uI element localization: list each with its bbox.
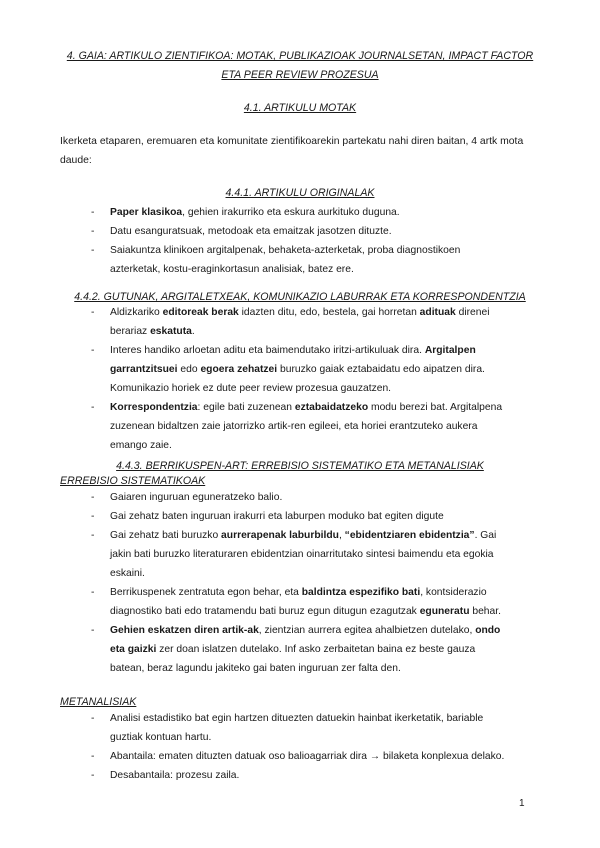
text-run: Interes handiko arloetan aditu eta baimendutako iritzi-artikuluak dira. bbox=[110, 345, 425, 356]
text-run: Berrikuspenek zentratuta egon behar, eta bbox=[110, 587, 302, 598]
list-item bbox=[0, 341, 512, 398]
bullet-dash: - bbox=[91, 307, 95, 318]
bold-text: eskatuta bbox=[150, 326, 192, 337]
bold-text: Gehien eskatzen diren artik-ak bbox=[110, 625, 259, 636]
text-run: Abantaila: ematen dituzten datuak oso balioagarriak dira → bilaketa konplexua delako. bbox=[110, 751, 505, 762]
text-run: , bbox=[338, 530, 345, 541]
bold-text: “ebidentziaren ebidentzia” bbox=[344, 530, 475, 541]
section-heading-4-4-1: 4.4.1. ARTIKULU ORIGINALAK bbox=[225, 187, 375, 199]
list-metanalysis bbox=[0, 709, 600, 785]
text-run: Gaiaren inguruan eguneratzeko balio. bbox=[110, 492, 283, 503]
bullet-dash: - bbox=[91, 207, 95, 218]
text-run: edo bbox=[177, 364, 201, 375]
text-run: Desabantaila: prozesu zaila. bbox=[110, 770, 240, 781]
bullet-dash: - bbox=[91, 587, 95, 598]
text-run: direnei berariaz bbox=[110, 307, 490, 337]
text-run: Saiakuntza klinikoen argitalpenak, behaketa-azterketak, proba diagnostikoen azterketak, kostu-eraginkortasun analisiak, batez ere. bbox=[110, 245, 461, 275]
bullet-dash: - bbox=[91, 530, 95, 541]
bold-text: baldintza espezifiko bati bbox=[301, 587, 421, 598]
bold-text: eguneratu bbox=[419, 606, 470, 617]
list-systematic-reviews bbox=[0, 488, 600, 678]
bullet-dash: - bbox=[91, 492, 95, 503]
text-run: , zientzian aurrera egitea ahalbietzen dutelako, bbox=[258, 625, 476, 636]
section-heading-4-1: 4.1. ARTIKULU MOTAK bbox=[243, 102, 357, 114]
title-line-1: 4. GAIA: ARTIKULO ZIENTIFIKOA: MOTAK, PUBLIKAZIOAK JOURNALSETAN, IMPACT FACTOR bbox=[66, 50, 534, 62]
list-item bbox=[0, 507, 512, 526]
bullet-dash: - bbox=[91, 226, 95, 237]
bullet-dash: - bbox=[91, 751, 95, 762]
list-letters-correspondence bbox=[0, 303, 600, 455]
list-item bbox=[0, 303, 512, 341]
bullet-dash: - bbox=[91, 625, 95, 636]
list-item bbox=[0, 488, 512, 507]
text-run: modu berezi bat. Argitalpena zuzenean bidaltzen zaie jatorrizko artik-ren egileei, eta horiei erantzuteko aukera emango zaie. bbox=[110, 402, 503, 451]
list-item bbox=[0, 398, 512, 455]
text-run: behar. bbox=[469, 606, 501, 617]
text-run: Datu esanguratsuak, metodoak eta emaitzak jasotzen dituzte. bbox=[110, 226, 392, 237]
subheading-systematic-reviews: ERREBISIO SISTEMATIKOAK bbox=[60, 475, 206, 487]
bold-text: Argitalpen garrantzitsuei bbox=[110, 345, 476, 375]
text-run: zer doan islatzen dutelako. Inf asko zerbaitetan baina ez beste gauza batean, beraz lagundu jakiteko gai baten inguruan zer falta den. bbox=[110, 644, 476, 674]
intro-paragraph: Ikerketa etaparen, eremuaren eta komunitate zientifikoarekin partekatu nahi diren baitan, 4 artk mota daude: bbox=[60, 136, 524, 166]
bold-text: ondo eta gaizki bbox=[110, 625, 501, 655]
bold-text: egoera zehatzei bbox=[200, 364, 278, 375]
text-run: Gai zehatz bati buruzko bbox=[110, 530, 222, 541]
list-original-articles bbox=[0, 203, 600, 279]
text-run: idazten ditu, edo, bestela, gai horretan bbox=[238, 307, 420, 318]
list-item bbox=[0, 747, 512, 766]
text-run: Aldizkariko bbox=[110, 307, 163, 318]
text-run: Gai zehatz baten inguruan irakurri eta laburpen moduko bat egiten digute bbox=[110, 511, 444, 522]
bold-text: aurrerapenak laburbildu bbox=[221, 530, 339, 541]
list-item bbox=[0, 621, 512, 678]
text-run: Analisi estadistiko bat egin hartzen dituezten datuekin hainbat ikerketatik, bariable guztiak kontuan hartu. bbox=[110, 713, 484, 743]
list-item bbox=[0, 222, 512, 241]
bullet-dash: - bbox=[91, 770, 95, 781]
bold-text: Paper klasikoa bbox=[110, 207, 183, 218]
bold-text: adituak bbox=[419, 307, 456, 318]
bullet-dash: - bbox=[91, 511, 95, 522]
text-run: . bbox=[191, 326, 195, 337]
list-item bbox=[0, 241, 512, 279]
bullet-dash: - bbox=[91, 345, 95, 356]
bold-text: eztabaidatzeko bbox=[294, 402, 369, 413]
bullet-dash: - bbox=[91, 245, 95, 256]
list-item bbox=[0, 203, 512, 222]
text-run: : egile bati zuzenean bbox=[197, 402, 295, 413]
list-item bbox=[0, 709, 512, 747]
title-line-2: ETA PEER REVIEW PROZESUA bbox=[221, 69, 379, 81]
bullet-dash: - bbox=[91, 713, 95, 724]
bullet-dash: - bbox=[91, 402, 95, 413]
text-run: , gehien irakurriko eta eskura aurkituko duguna. bbox=[182, 207, 400, 218]
page-number: 1 bbox=[519, 798, 525, 809]
section-heading-4-4-2: 4.4.2. GUTUNAK, ARGITALETXEAK, KOMUNIKAZIO LABURRAK ETA KORRESPONDENTZIA bbox=[74, 291, 526, 303]
text-run: buruzko gaiak eztabaidatu edo aipatzen dira. Komunikazio horiek ez dute peer review prozesua gauzatzen. bbox=[110, 364, 485, 394]
document-title bbox=[60, 47, 540, 85]
list-item bbox=[0, 526, 512, 583]
list-item bbox=[0, 766, 512, 785]
list-item bbox=[0, 583, 512, 621]
section-heading-4-4-3: 4.4.3. BERRIKUSPEN-ART: ERREBISIO SISTEMATIKO ETA METANALISIAK bbox=[116, 460, 484, 472]
bold-text: Korrespondentzia bbox=[110, 402, 198, 413]
subheading-metanalysis: METANALISIAK bbox=[60, 696, 137, 708]
bold-text: editoreak berak bbox=[162, 307, 239, 318]
text-run: , kontsiderazio diagnostiko bati edo tratamendu bati buruz egun ditugun ezagutzak bbox=[110, 587, 487, 617]
text-run: . Gai jakin bati buruzko literaturaren ebidentzian oinarritutako sintesi baimendu eta egokia eskaini. bbox=[110, 530, 497, 579]
